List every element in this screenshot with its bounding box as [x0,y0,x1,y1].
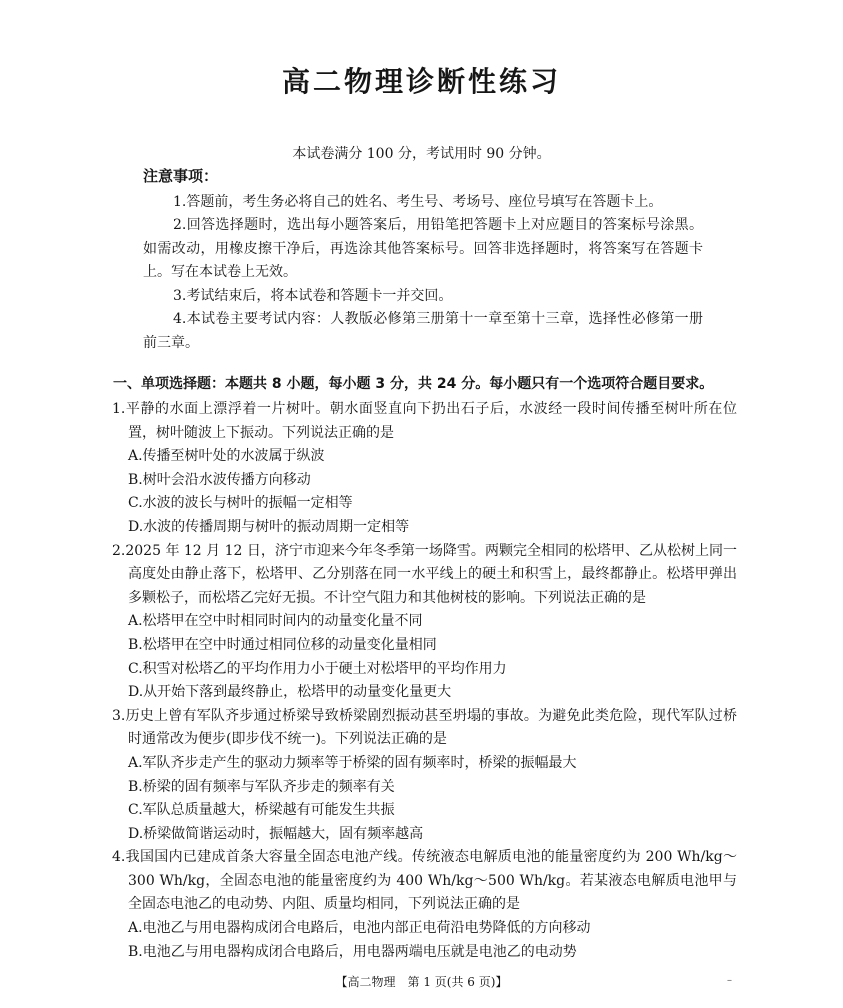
question-4 [112,846,737,964]
question-option: B.松塔甲在空中时通过相同位移的动量变化量相同 [128,636,437,653]
question-option: A.军队齐步走产生的驱动力频率等于桥梁的固有频率时，桥梁的振幅最大 [128,754,577,771]
question-option: A.传播至树叶处的水波属于纵波 [128,448,325,465]
question-option: C.积雪对松塔乙的平均作用力小于硬土对松塔甲的平均作用力 [128,660,507,677]
paper-title: 高二物理诊断性练习 [281,65,561,98]
notice-block [143,165,703,355]
corner-mark: – [727,975,732,986]
question-stem: 2.2025 年 12 月 12 日，济宁市迎来今年冬季第一场降雪。两颗完全相同的松塔甲、乙从松树上同一高度处由静止落下，松塔甲、乙分别落在同一水平线上的硬土和积雪上，最终都静止。松塔甲弹出多颗松子，而松塔乙完好无损。不计空气阻力和其他树枝的影响。下列说法正确的是 [112,542,737,606]
question-list [112,398,737,964]
question-option: D.桥梁做简谐运动时，振幅越大，固有频率越高 [128,825,424,842]
question-option: D.从开始下落到最终静止，松塔甲的动量变化量更大 [128,684,452,701]
notice-item: 4.本试卷主要考试内容：人教版必修第三册第十一章至第十三章，选择性必修第一册前三章。 [143,311,703,351]
question-stem: 3.历史上曾有军队齐步通过桥梁导致桥梁剧烈振动甚至坍塌的事故。为避免此类危险，现代军队过桥时通常改为便步(即步伐不统一)。下列说法正确的是 [112,707,737,748]
question-option: B.电池乙与用电器构成闭合电路后，用电器两端电压就是电池乙的电动势 [128,943,577,960]
question-option: A.电池乙与用电器构成闭合电路后，电池内部正电荷沿电势降低的方向移动 [128,920,591,937]
question-stem: 4.我国国内已建成首条大容量全固态电池产线。传统液态电解质电池的能量密度约为 200 Wh/kg～300 Wh/kg，全固态电池的能量密度约为 400 Wh/kg～500 Wh/kg。若某液态电解质电池甲与全固态电池乙的电动势、内阻、质量均相同，下列说法正确的是 [112,849,737,913]
question-2 [112,540,737,705]
question-3 [112,705,737,847]
notice-item: 3.考试结束后，将本试卷和答题卡一并交回。 [173,287,453,304]
question-option: B.桥梁的固有频率与军队齐步走的频率有关 [128,778,395,795]
notice-item: 1.答题前，考生务必将自己的姓名、考生号、考场号、座位号填写在答题卡上。 [173,193,663,210]
notice-item: 2.回答选择题时，选出每小题答案后，用铅笔把答题卡上对应题目的答案标号涂黑。如需改动，用橡皮擦干净后，再选涂其他答案标号。回答非选择题时，将答案写在答题卡上。写在本试卷上无效。 [143,217,703,280]
exam-info: 本试卷满分 100 分，考试用时 90 分钟。 [292,146,551,162]
question-stem: 1.平静的水面上漂浮着一片树叶。朝水面竖直向下扔出石子后，水波经一段时间传播至树叶所在位置，树叶随波上下振动。下列说法正确的是 [112,401,737,441]
question-option: C.军队总质量越大，桥梁越有可能发生共振 [128,802,395,819]
question-1 [112,398,737,540]
section-heading: 一、单项选择题：本题共 8 小题，每小题 3 分，共 24 分。每小题只有一个选项符合题目要求。 [113,376,714,392]
question-option: B.树叶会沿水波传播方向移动 [128,471,311,488]
question-option: A.松塔甲在空中时相同时间内的动量变化量不同 [128,613,423,630]
notice-heading: 注意事项： [143,167,219,185]
question-option: D.水波的传播周期与树叶的振动周期一定相等 [128,518,410,535]
question-option: C.水波的波长与树叶的振幅一定相等 [128,495,353,512]
page-footer: 【高二物理 第 1 页(共 6 页)】 [335,975,508,989]
